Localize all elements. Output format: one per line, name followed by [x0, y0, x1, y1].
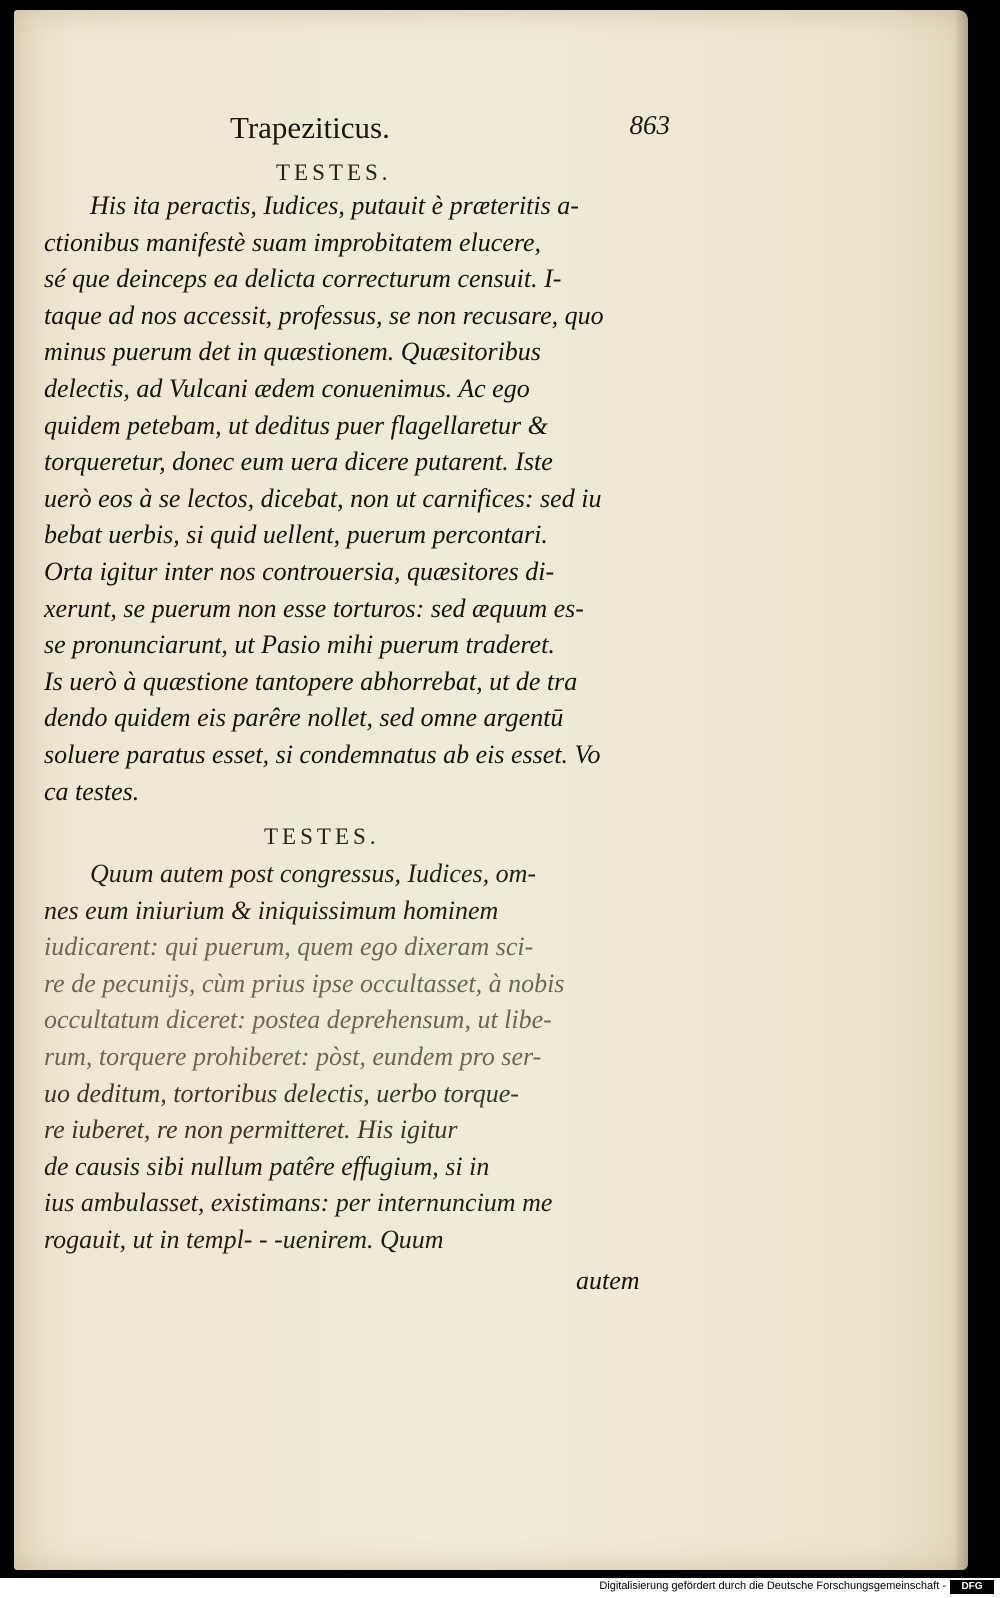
text-line: re de pecunijs, cùm prius ipse occultasset, à nobis — [44, 968, 565, 998]
text-line: soluere paratus esset, si condemnatus ab eis esset. Vo — [44, 739, 601, 769]
text-line: nes eum iniurium & iniquissimum hominem — [44, 895, 499, 925]
text-line: ius ambulasset, existimans: per internuncium me — [44, 1188, 553, 1218]
section-heading: TESTES. — [276, 160, 392, 185]
running-head — [230, 110, 670, 150]
text-line: torqueretur, donec eum uera dicere putarent. Iste — [44, 447, 553, 477]
text-line: Is uerò à quæstione tantopere abhorrebat, ut de tra — [44, 666, 578, 696]
text-line: rum, torquere prohiberet: pòst, eundem pro ser- — [44, 1041, 542, 1071]
text-line: bebat uerbis, si quid uellent, puerum percontari. — [44, 520, 548, 550]
dfg-logo: DFG — [950, 1580, 994, 1594]
text-line: ctionibus manifestè suam improbitatem elucere, — [44, 227, 542, 257]
text-line: taque ad nos accessit, professus, se non recusare, quo — [44, 300, 604, 330]
page-edge-shadow — [954, 10, 968, 1570]
text-line: ca testes. — [44, 776, 140, 806]
text-line: uerò eos à se lectos, dicebat, non ut carnifices: sed iu — [44, 483, 602, 513]
text-paragraph — [44, 188, 676, 810]
section-heading: TESTES. — [264, 824, 380, 849]
text-line: Orta igitur inter nos controuersia, quæsitores di- — [44, 556, 555, 586]
text-line: Quum autem post congressus, Iudices, om- — [90, 859, 537, 888]
text-line: uo deditum, tortoribus delectis, uerbo torque- — [44, 1078, 519, 1108]
text-line: minus puerum det in quæstionem. Quæsitoribus — [44, 337, 541, 367]
text-line: iudicarent: qui puerum, quem ego dixeram sci- — [44, 932, 534, 962]
text-line: re iuberet, re non permitteret. His igitur — [44, 1115, 458, 1145]
text-line: His ita peractis, Iudices, putauit è præteritis a- — [90, 191, 579, 220]
text-line: se pronunciarunt, ut Pasio mihi puerum traderet. — [44, 630, 555, 660]
page-number: 863 — [629, 110, 670, 140]
text-line: de causis sibi nullum patêre effugium, si in — [44, 1151, 490, 1181]
digitization-credit: Digitalisierung gefördert durch die Deutsche Forschungsgemeinschaft - — [599, 1580, 946, 1592]
text-line: occultatum diceret: postea deprehensum, ut libe- — [44, 1005, 552, 1035]
catchword: autem — [576, 1266, 640, 1295]
text-paragraph — [44, 856, 676, 1259]
text-line: quidem petebam, ut deditus puer flagellaretur & — [44, 410, 548, 440]
text-line: dendo quidem eis parêre nollet, sed omne argentū — [44, 703, 564, 733]
text-line: delectis, ad Vulcani ædem conuenimus. Ac ego — [44, 373, 530, 403]
text-line: sé que deinceps ea delicta correcturum censuit. I- — [44, 264, 562, 294]
running-title: Trapeziticus. — [230, 110, 390, 145]
text-line: xerunt, se puerum non esse torturos: sed æquum es- — [44, 593, 584, 623]
text-line: rogauit, ut in templ- - -uenirem. Quum — [44, 1224, 444, 1254]
